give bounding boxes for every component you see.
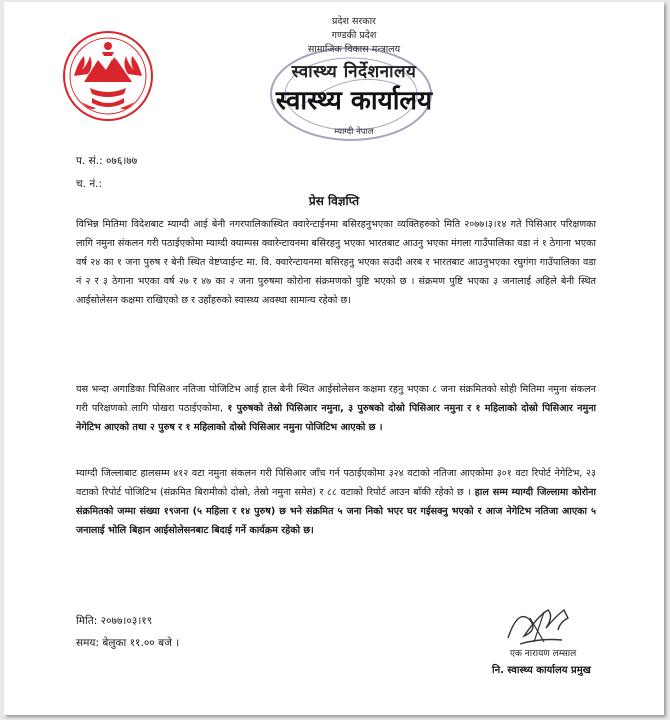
nepal-government-emblem-icon — [62, 30, 154, 122]
office-stamp-icon — [266, 44, 436, 144]
issue-date: मिति: २०७७।०३।१९ — [76, 615, 153, 627]
paragraph-3-bold-text: हाल सम्म म्याग्दी जिल्लामा कोरोना संक्रमितको जम्मा संख्या १९जना (५ महिला र १४ पुरुष) छ भने संक्रमित ५ जना निको भएर घर गईसक्नु भएको र आज नेगेटिभ नतिजा आएका ५ जनालाई भोलि बिहान आईसोलेसनबाट बिदाई गर्ने कार्यक्रम रहेको छ। — [76, 487, 596, 536]
signer-name: एक नारायण लम्साल — [510, 649, 577, 659]
letterhead-line-2: गण्डकी प्रदेश — [331, 30, 377, 41]
letterhead-directorate: स्वास्थ्य निर्देशनालय — [291, 62, 417, 82]
body-paragraph-1: विभिन्न मितिमा विदेशबाट म्याग्दी आई बेनी नगरपालिकास्थित क्वारेन्टाईनमा बसिरहनुभएका व्यक्तिहरुको मिति २०७७।३।१४ गते पिसिआर परिक्षणका लागि नमुना संकलन गरी पठाईएकोमा म्याग्दी क्याम्पस क्वारेन्टायनमा बसिरहनु भएका भारतबाट आउनु भएका मंगला गाउँपालिका वडा नं १ ठेगाना भएका वर्ष २४ का १ जना पुरुष र बेनी स्थित वेष्टप्वाईन्ट मा. वि. क्वारेन्टायनमा बसिरहनु भएका सउदी अरब र भारतबाट आउनुभएका रघुगंगा गाउँपालिका वडा नं २ र ३ ठेगाना भएका वर्ष २७ र ४७ का २ जना पुरुषमा कोरोना संक्रमणको पुष्टि भएको छ । संक्रमण पुष्टि भएका ३ जनालाई अहिले बेनी स्थित आईसोलेसन कक्षमा राखिएको छ र उहाँहरुको स्वास्थ्य अवस्था सामान्य रहेको छ। — [76, 219, 596, 306]
body-paragraph-2 — [76, 380, 596, 437]
letterhead-line-1: प्रदेश सरकार — [332, 16, 376, 27]
signer-title: नि. स्वास्थ्य कार्यालय प्रमुख — [492, 665, 591, 676]
letterhead-line-3: सामाजिक विकास मन्त्रालय — [307, 44, 401, 55]
letterhead-location: म्याग्दी नेपाल — [334, 127, 374, 137]
press-release-page — [4, 2, 664, 715]
dispatch-number: च. नं.: — [76, 178, 103, 190]
reference-number: प. सं.: ०७६।७७ — [76, 155, 138, 167]
press-release-title: प्रेस विज्ञप्ति — [308, 194, 360, 208]
office-title: स्वास्थ्य कार्यालय — [275, 86, 433, 116]
issue-time: समय: बेलुका ११.०० बजे । — [76, 637, 180, 649]
body-paragraph-3 — [76, 464, 596, 540]
paragraph-2-text: यस भन्दा अगाडिका पिसिआर नतिजा पोजिटिभ आई हाल बेनी स्थित आईसोलेसन कक्षमा रहनु भएका ८ जना संक्रमितको सोही मितिमा नमुना संकलन गरी परिक्षणको लागि पोखरा पठाईएकोमा, — [76, 384, 596, 414]
paragraph-3-text: म्याग्दी जिल्लाबाट हालसम्म ४१२ वटा नमुना संकलन गरी पिसिआर जाँच गर्न पठाईएकोमा ३२४ वटाको नतिजा आएकोमा ३०१ वटा रिपोर्ट नेगेटिभ, २३ वटाको रिपोर्ट पोजिटिभ (संक्रमित बिरामीको दोस्रो, तेस्रो नमुना समेत) र ८८ वटाको रिपोर्ट आउन बाँकी रहेको छ । — [76, 468, 596, 498]
paragraph-2-bold-text: १ पुरुषको तेस्रो पिसिआर नमुना, ३ पुरुषको दोस्रो पिसिआर नमुना र १ महिलाको दोस्रो पिसिआर नमुना नेगेटिभ आएको तथा २ पुरुष र १ महिलाको दोस्रो पिसिआर नमुना पोजिटिभ आएको छ । — [76, 403, 597, 433]
